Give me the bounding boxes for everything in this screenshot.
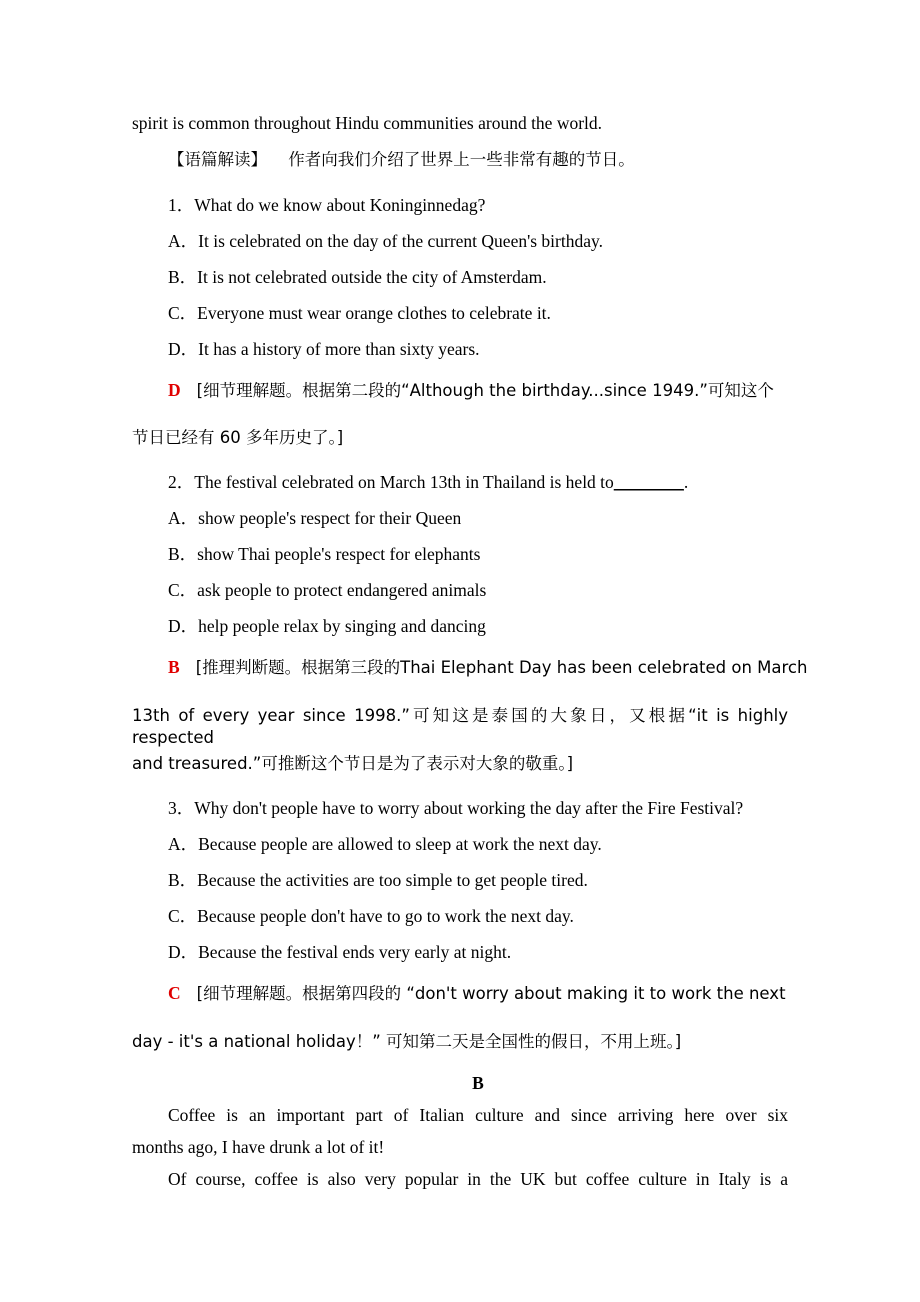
summary-text: 作者向我们介绍了世界上一些非常有趣的节日。 bbox=[288, 150, 635, 169]
explanation-3 bbox=[168, 982, 788, 1005]
passage-line: Coffee is an important part of Italian culture and since arriving here over six bbox=[168, 1105, 788, 1125]
question-text: Why don't people have to worry about working the day after the Fire Festival? bbox=[194, 798, 744, 818]
question-text: The festival celebrated on March 13th in Thailand is held to bbox=[194, 472, 614, 492]
explanation-line: 节日已经有 60 多年历史了。] bbox=[132, 428, 344, 447]
passage-line: months ago, I have drunk a lot of it! bbox=[132, 1137, 385, 1157]
explanation-line: day - it's a national holiday！” 可知第二天是全国性的假日，不用上班。] bbox=[132, 1032, 682, 1051]
option: D．Because the festival ends very early at night. bbox=[168, 942, 512, 962]
summary-label: 【语篇解读】 bbox=[168, 150, 267, 169]
option: B．It is not celebrated outside the city of Amsterdam. bbox=[168, 267, 547, 287]
option: D．help people relax by singing and dancing bbox=[168, 616, 486, 636]
question-1-stem bbox=[168, 194, 788, 216]
question-3-stem bbox=[168, 797, 788, 819]
passage-summary bbox=[168, 149, 788, 171]
answer-blank: ________ bbox=[613, 472, 684, 492]
explanation-line: and treasured.”可推断这个节日是为了表示对大象的敬重。] bbox=[132, 754, 574, 773]
explanation-2 bbox=[168, 656, 808, 679]
explanation-line: 13th of every year since 1998.”可知这是泰国的大象日，又根据“it is highly respected bbox=[132, 706, 788, 747]
question-number: 2． bbox=[168, 472, 195, 492]
option: A．Because people are allowed to sleep at work the next day. bbox=[168, 834, 602, 854]
question-number: 3． bbox=[168, 798, 195, 818]
answer-key: B bbox=[168, 657, 180, 677]
explanation-line: [细节理解题。根据第四段的 “don't worry about making it to work the next bbox=[196, 984, 786, 1003]
answer-key: D bbox=[168, 380, 181, 400]
question-end: . bbox=[683, 472, 689, 492]
option: D．It has a history of more than sixty years. bbox=[168, 339, 480, 359]
intro-tail: spirit is common throughout Hindu communities around the world. bbox=[132, 113, 603, 133]
passage-line: Of course, coffee is also very popular in the UK but coffee culture in Italy is a bbox=[168, 1169, 788, 1189]
question-2-stem bbox=[168, 471, 788, 493]
option: A．It is celebrated on the day of the current Queen's birthday. bbox=[168, 231, 603, 251]
explanation-line: [推理判断题。根据第三段的Thai Elephant Day has been celebrated on March bbox=[195, 658, 808, 677]
option: C．ask people to protect endangered animals bbox=[168, 580, 487, 600]
option: C．Because people don't have to go to work the next day. bbox=[168, 906, 574, 926]
section-heading: B bbox=[472, 1073, 484, 1093]
question-text: What do we know about Koninginnedag? bbox=[194, 195, 486, 215]
answer-key: C bbox=[168, 983, 181, 1003]
question-number: 1． bbox=[168, 195, 195, 215]
explanation-1 bbox=[168, 379, 788, 402]
explanation-line: [细节理解题。根据第二段的“Although the birthday...since 1949.”可知这个 bbox=[196, 381, 774, 400]
option: B．show Thai people's respect for elephants bbox=[168, 544, 481, 564]
option: B．Because the activities are too simple to get people tired. bbox=[168, 870, 588, 890]
option: A．show people's respect for their Queen bbox=[168, 508, 462, 528]
option: C．Everyone must wear orange clothes to celebrate it. bbox=[168, 303, 551, 323]
